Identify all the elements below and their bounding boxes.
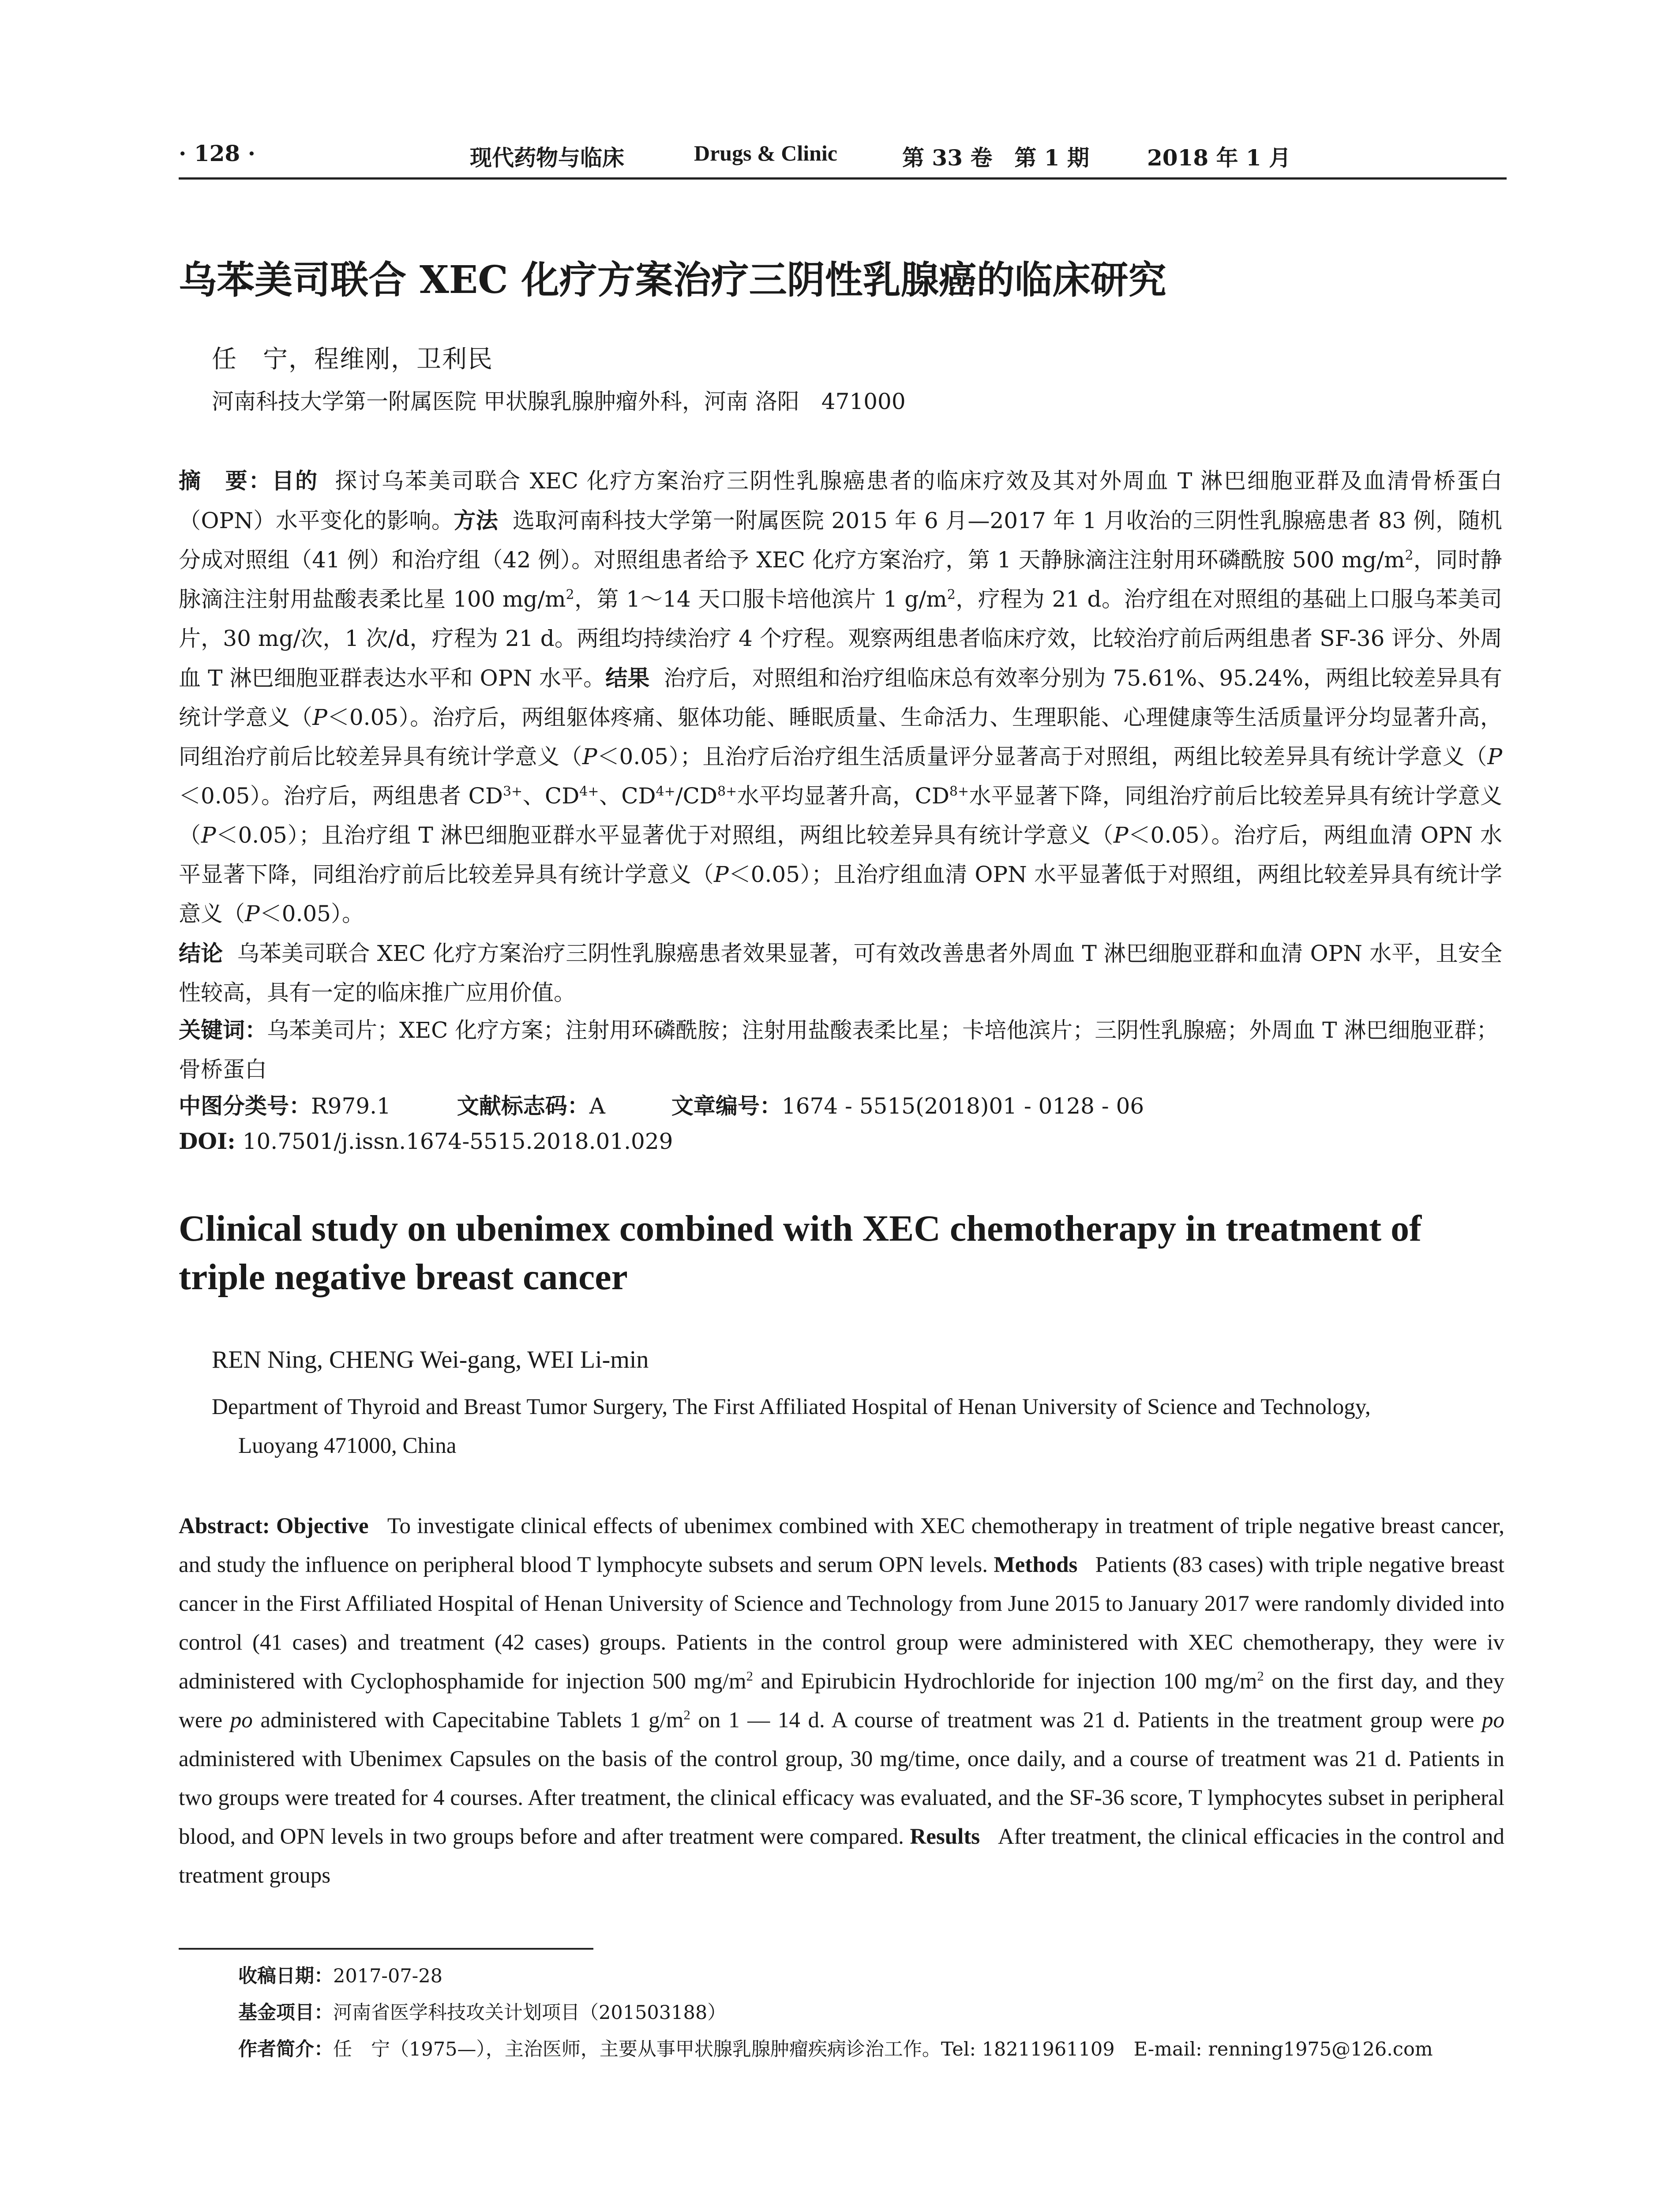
superscript: 2 bbox=[683, 1707, 690, 1722]
footnote-text: 河南省医学科技攻关计划项目（201503188） bbox=[333, 2002, 727, 2024]
p-symbol: P bbox=[714, 862, 729, 887]
journal-volume: 第 33 卷 第 1 期 bbox=[902, 145, 1089, 171]
p-symbol: P bbox=[1113, 822, 1129, 848]
cn-methods-text: ，第 1～14 天口服卡培他滨片 1 g/m bbox=[574, 586, 947, 612]
en-methods-text: administered with Ubenimex Capsules on the basis of the control group, 30 mg/time, once daily, and a course of treatment was 21 d. Patients in two groups were treated for 4 courses. After treatment, the clinical efficacy was evaluated, and the SF-36 score, T lymphocytes subset in peripheral blood, and OPN levels in two groups before and after treatment were compared. bbox=[179, 1747, 1504, 1849]
footnote-text: 任 宁（1975—），主治医师，主要从事甲状腺乳腺肿瘤疾病诊治工作。Tel: 18211961109 E-mail: renning1975@126.com bbox=[333, 2038, 1433, 2060]
p-symbol: P bbox=[201, 822, 216, 848]
po-term: po bbox=[1482, 1708, 1504, 1733]
en-abstract-label: Abstract: Objective bbox=[179, 1514, 369, 1538]
cn-results-text: 、CD bbox=[599, 783, 656, 809]
cn-results-text: ＜0.05）；且治疗组 T 淋巴细胞亚群水平显著优于对照组，两组比较差异具有统计学意义（ bbox=[216, 822, 1114, 848]
cn-methods-text: ，疗程为 21 d。治疗组在对照组的基础上口服乌苯美司片，30 mg/次，1 次/d，疗程为 21 d。两组均持续治疗 4 个疗程。观察两组患者临床疗效，比较治疗前后两组患者 SF-36 评分、外周血 T 淋巴细胞亚群表达水平和 OPN 水平。 bbox=[179, 586, 1502, 691]
en-methods-text: and Epirubicin Hydrochloride for injection 100 mg/m bbox=[753, 1669, 1257, 1694]
cn-methods-text: 选取河南科技大学第一附属医院 2015 年 6 月—2017 年 1 月收治的三阴性乳腺癌患者 83 例，随机分成对照组（41 例）和治疗组（42 例）。对照组患者给予 XEC 化疗方案治疗，第 1 天静脉滴注注射用环磷酰胺 500 mg/m bbox=[179, 508, 1503, 573]
cn-results-text: ＜0.05）；且治疗组血清 OPN 水平显著低于对照组，两组比较差异具有统计学意义（ bbox=[179, 862, 1503, 927]
superscript: 8+ bbox=[949, 784, 969, 799]
cn-results-text: 、CD bbox=[522, 783, 580, 809]
superscript: 2 bbox=[1257, 1669, 1264, 1684]
doc-code-label: 文献标志码： bbox=[457, 1093, 589, 1119]
cn-authors: 任 宁，程维刚，卫利民 bbox=[212, 345, 493, 374]
doi-link[interactable]: 10.7501/j.issn.1674-5515.2018.01.029 bbox=[242, 1129, 673, 1154]
cn-results-label: 结果 bbox=[605, 665, 650, 691]
cn-results-text: ＜0.05）；且治疗后治疗组生活质量评分显著高于对照组，两组比较差异具有统计学意义（ bbox=[597, 744, 1488, 769]
cn-conclusion-label: 结论 bbox=[179, 940, 223, 966]
cn-methods-text: ，同时静脉滴注注射用盐酸表柔比星 100 mg/m bbox=[179, 547, 1503, 612]
clc-value: R979.1 bbox=[311, 1093, 391, 1119]
article-no-value: 1674 - 5515(2018)01 - 0128 - 06 bbox=[781, 1093, 1144, 1119]
cn-affiliation: 河南科技大学第一附属医院 甲状腺乳腺肿瘤外科，河南 洛阳 471000 bbox=[212, 389, 906, 414]
cn-keywords-text: 乌苯美司片；XEC 化疗方案；注射用环磷酰胺；注射用盐酸表柔比星；卡培他滨片；三阴性乳腺癌；外周血 T 淋巴细胞亚群；骨桥蛋白 bbox=[179, 1017, 1499, 1082]
superscript: 4+ bbox=[656, 784, 675, 799]
cn-title: 乌苯美司联合 XEC 化疗方案治疗三阴性乳腺癌的临床研究 bbox=[179, 258, 1166, 302]
p-symbol: P bbox=[1487, 744, 1503, 769]
en-methods-text: on the first day, and they were bbox=[179, 1669, 1504, 1733]
doi-line bbox=[179, 1128, 673, 1154]
journal-name-en: Drugs & Clinic bbox=[694, 141, 837, 165]
footnote-label: 作者简介： bbox=[238, 2038, 333, 2060]
header-rule bbox=[179, 177, 1507, 180]
cn-results-text: 水平显著下降，同组治疗前后比较差异具有统计学意义（ bbox=[179, 783, 1502, 848]
classification-line bbox=[179, 1088, 1144, 1120]
en-authors: REN Ning, CHENG Wei-gang, WEI Li-min bbox=[212, 1346, 649, 1373]
cn-results-text: ＜0.05）。治疗后，两组血清 OPN 水平显著下降，同组治疗前后比较差异具有统计学意义（ bbox=[179, 822, 1502, 887]
en-methods-text: on 1 — 14 d. A course of treatment was 21 d. Patients in the treatment group were bbox=[690, 1708, 1482, 1733]
cn-conclusion: 乌苯美司联合 XEC 化疗方案治疗三阴性乳腺癌患者效果显著，可有效改善患者外周血 T 淋巴细胞亚群和血清 OPN 水平，且安全性较高，具有一定的临床推广应用价值。 bbox=[179, 941, 1502, 1005]
en-objective: To investigate clinical effects of ubenimex combined with XEC chemotherapy in treatment of triple negative breast cancer, and study the influence on peripheral blood T lymphocyte subsets and serum OPN levels. bbox=[179, 1514, 1505, 1577]
superscript: 2 bbox=[1405, 548, 1414, 563]
footnote-rule bbox=[179, 1948, 593, 1950]
p-symbol: P bbox=[582, 744, 597, 769]
superscript: 2 bbox=[947, 587, 956, 603]
page-number: · 128 · bbox=[179, 140, 255, 166]
clc-label: 中图分类号： bbox=[179, 1093, 311, 1119]
cn-results-text: 水平均显著升高，CD bbox=[737, 783, 949, 809]
superscript: 8+ bbox=[717, 784, 737, 799]
en-results-label: Results bbox=[910, 1824, 980, 1849]
en-methods-text: administered with Capecitabine Tablets 1 g/m bbox=[252, 1708, 684, 1733]
en-title: Clinical study on ubenimex combined with XEC chemotherapy in treatment of triple negative breast cancer bbox=[179, 1208, 1422, 1298]
footnote-text: 2017-07-28 bbox=[333, 1965, 442, 1987]
cn-abstract-label: 摘 要： bbox=[179, 468, 272, 494]
doc-code-value: A bbox=[589, 1093, 605, 1119]
cn-results-text: ＜0.05）。治疗后，两组躯体疼痛、躯体功能、睡眠质量、生命活力、生理职能、心理健康等生活质量评分均显著升高，同组治疗前后比较差异具有统计学意义（ bbox=[179, 705, 1503, 769]
running-header bbox=[179, 140, 1507, 176]
footnote-author bbox=[238, 2034, 1433, 2061]
superscript: 4+ bbox=[579, 784, 599, 799]
cn-methods-label: 方法 bbox=[454, 507, 499, 533]
cn-keywords bbox=[179, 1010, 1502, 1089]
footnote-fund bbox=[238, 1998, 726, 2025]
cn-keywords-label: 关键词： bbox=[179, 1017, 267, 1043]
superscript: 2 bbox=[566, 587, 574, 603]
cn-objective-label: 目的 bbox=[272, 468, 319, 494]
journal-name-cn: 现代药物与临床 bbox=[470, 145, 624, 171]
cn-results-text: /CD bbox=[675, 783, 718, 809]
footnote-label: 收稿日期： bbox=[238, 1965, 333, 1987]
superscript: 3+ bbox=[502, 784, 523, 799]
footnote-received bbox=[238, 1961, 442, 1988]
p-symbol: P bbox=[245, 901, 260, 927]
p-symbol: P bbox=[312, 705, 327, 730]
cn-objective: 探讨乌苯美司联合 XEC 化疗方案治疗三阴性乳腺癌患者的临床疗效及其对外周血 T 淋巴细胞亚群及血清骨桥蛋白（OPN）水平变化的影响。 bbox=[179, 468, 1503, 533]
cn-results-text: ＜0.05）。治疗后，两组患者 CD bbox=[179, 783, 503, 809]
en-abstract bbox=[179, 1507, 1504, 1895]
journal-date: 2018 年 1 月 bbox=[1147, 145, 1291, 171]
superscript: 2 bbox=[746, 1669, 753, 1684]
cn-abstract bbox=[179, 461, 1502, 1013]
footnote-label: 基金项目： bbox=[238, 2002, 333, 2024]
doi-label: DOI: bbox=[179, 1128, 236, 1154]
en-affiliation-line: Luoyang 471000, China bbox=[238, 1433, 457, 1458]
en-results-text: After treatment, the clinical efficacies in the control and treatment groups bbox=[179, 1824, 1505, 1888]
po-term: po bbox=[230, 1708, 253, 1733]
cn-results-text: ＜0.05）。 bbox=[259, 901, 364, 927]
en-methods-label: Methods bbox=[994, 1553, 1078, 1577]
en-affiliation bbox=[212, 1388, 1504, 1465]
en-methods-text: Patients (83 cases) with triple negative breast cancer in the First Affiliated Hospital of Henan University of Science and Technology from June 2015 to January 2017 were randomly divided into control (41 cases) and treatment (42 cases) groups. Patients in the control group were administered with XEC chemotherapy, they were iv administered with Cyclophosphamide for injection 500 mg/m bbox=[179, 1553, 1505, 1694]
article-no-label: 文章编号： bbox=[671, 1093, 782, 1119]
en-affiliation-line: Department of Thyroid and Breast Tumor Surgery, The First Affiliated Hospital of Henan University of Science and Technology, bbox=[212, 1395, 1371, 1419]
cn-results-text: 治疗后，对照组和治疗组临床总有效率分别为 75.61%、95.24%，两组比较差异具有统计学意义（ bbox=[179, 665, 1503, 730]
